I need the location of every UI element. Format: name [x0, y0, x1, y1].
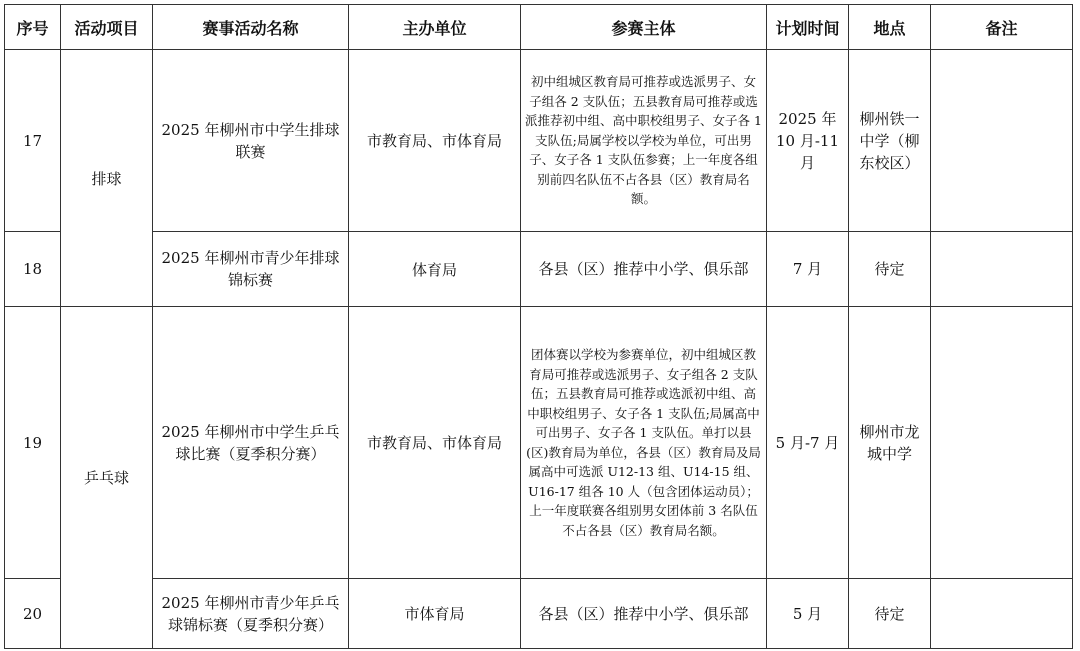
- category-table-tennis: 乒乓球: [61, 307, 153, 649]
- row-remarks: [931, 579, 1073, 649]
- header-event-name: 赛事活动名称: [153, 5, 349, 50]
- row-organizer: 市教育局、市体育局: [349, 50, 521, 232]
- table-row: [5, 50, 1073, 232]
- table-row: [5, 307, 1073, 579]
- row-event-name: 2025 年柳州市青少年排球锦标赛: [153, 232, 349, 307]
- row-place: 待定: [849, 579, 931, 649]
- row-seq: 20: [5, 579, 61, 649]
- row-participants: 各县（区）推荐中小学、俱乐部: [521, 579, 767, 649]
- row-event-name: 2025 年柳州市中学生排球联赛: [153, 50, 349, 232]
- schedule-table-wrapper: [4, 4, 1072, 649]
- row-remarks: [931, 50, 1073, 232]
- row-remarks: [931, 232, 1073, 307]
- row-participants: 团体赛以学校为参赛单位，初中组城区教育局可推荐或选派男子、女子组各 2 支队伍；五县教育局可推荐或选派初中组、高中职校组男子、女子各 1 支队伍;局属高中可出男子、女子各 1 支队伍。单打以县(区)教育局为单位，各县（区）教育局及局属高中可选派 U12-13 组、U14-15 组、U16-17 组各 10 人（包含团体运动员）；上一年度联赛各组别男女团体前 3 名队伍不占各县（区）教育局名额。: [521, 307, 767, 579]
- header-participants: 参赛主体: [521, 5, 767, 50]
- row-time: 5 月-7 月: [767, 307, 849, 579]
- row-participants: 初中组城区教育局可推荐或选派男子、女子组各 2 支队伍；五县教育局可推荐或选派推荐初中组、高中职校组男子、女子各 1 支队伍;局属学校以学校为单位，可出男子、女子各 1 支队伍参赛；上一年度各组别前四名队伍不占各县（区）教育局名额。: [521, 50, 767, 232]
- row-organizer: 市体育局: [349, 579, 521, 649]
- row-seq: 17: [5, 50, 61, 232]
- header-place: 地点: [849, 5, 931, 50]
- row-time: 2025 年 10 月-11 月: [767, 50, 849, 232]
- row-place: 待定: [849, 232, 931, 307]
- row-place: 柳州铁一中学（柳东校区）: [849, 50, 931, 232]
- row-organizer: 市教育局、市体育局: [349, 307, 521, 579]
- row-event-name: 2025 年柳州市青少年乒乓球锦标赛（夏季积分赛）: [153, 579, 349, 649]
- row-time: 5 月: [767, 579, 849, 649]
- header-category: 活动项目: [61, 5, 153, 50]
- header-time: 计划时间: [767, 5, 849, 50]
- category-volleyball: 排球: [61, 50, 153, 307]
- row-time: 7 月: [767, 232, 849, 307]
- row-place: 柳州市龙城中学: [849, 307, 931, 579]
- row-event-name: 2025 年柳州市中学生乒乓球比赛（夏季积分赛）: [153, 307, 349, 579]
- header-seq: 序号: [5, 5, 61, 50]
- row-organizer: 体育局: [349, 232, 521, 307]
- table-row: [5, 232, 1073, 307]
- header-remarks: 备注: [931, 5, 1073, 50]
- table-row: [5, 579, 1073, 649]
- row-participants: 各县（区）推荐中小学、俱乐部: [521, 232, 767, 307]
- row-seq: 18: [5, 232, 61, 307]
- event-schedule-table: [4, 4, 1073, 649]
- header-organizer: 主办单位: [349, 5, 521, 50]
- row-remarks: [931, 307, 1073, 579]
- header-row: [5, 5, 1073, 50]
- row-seq: 19: [5, 307, 61, 579]
